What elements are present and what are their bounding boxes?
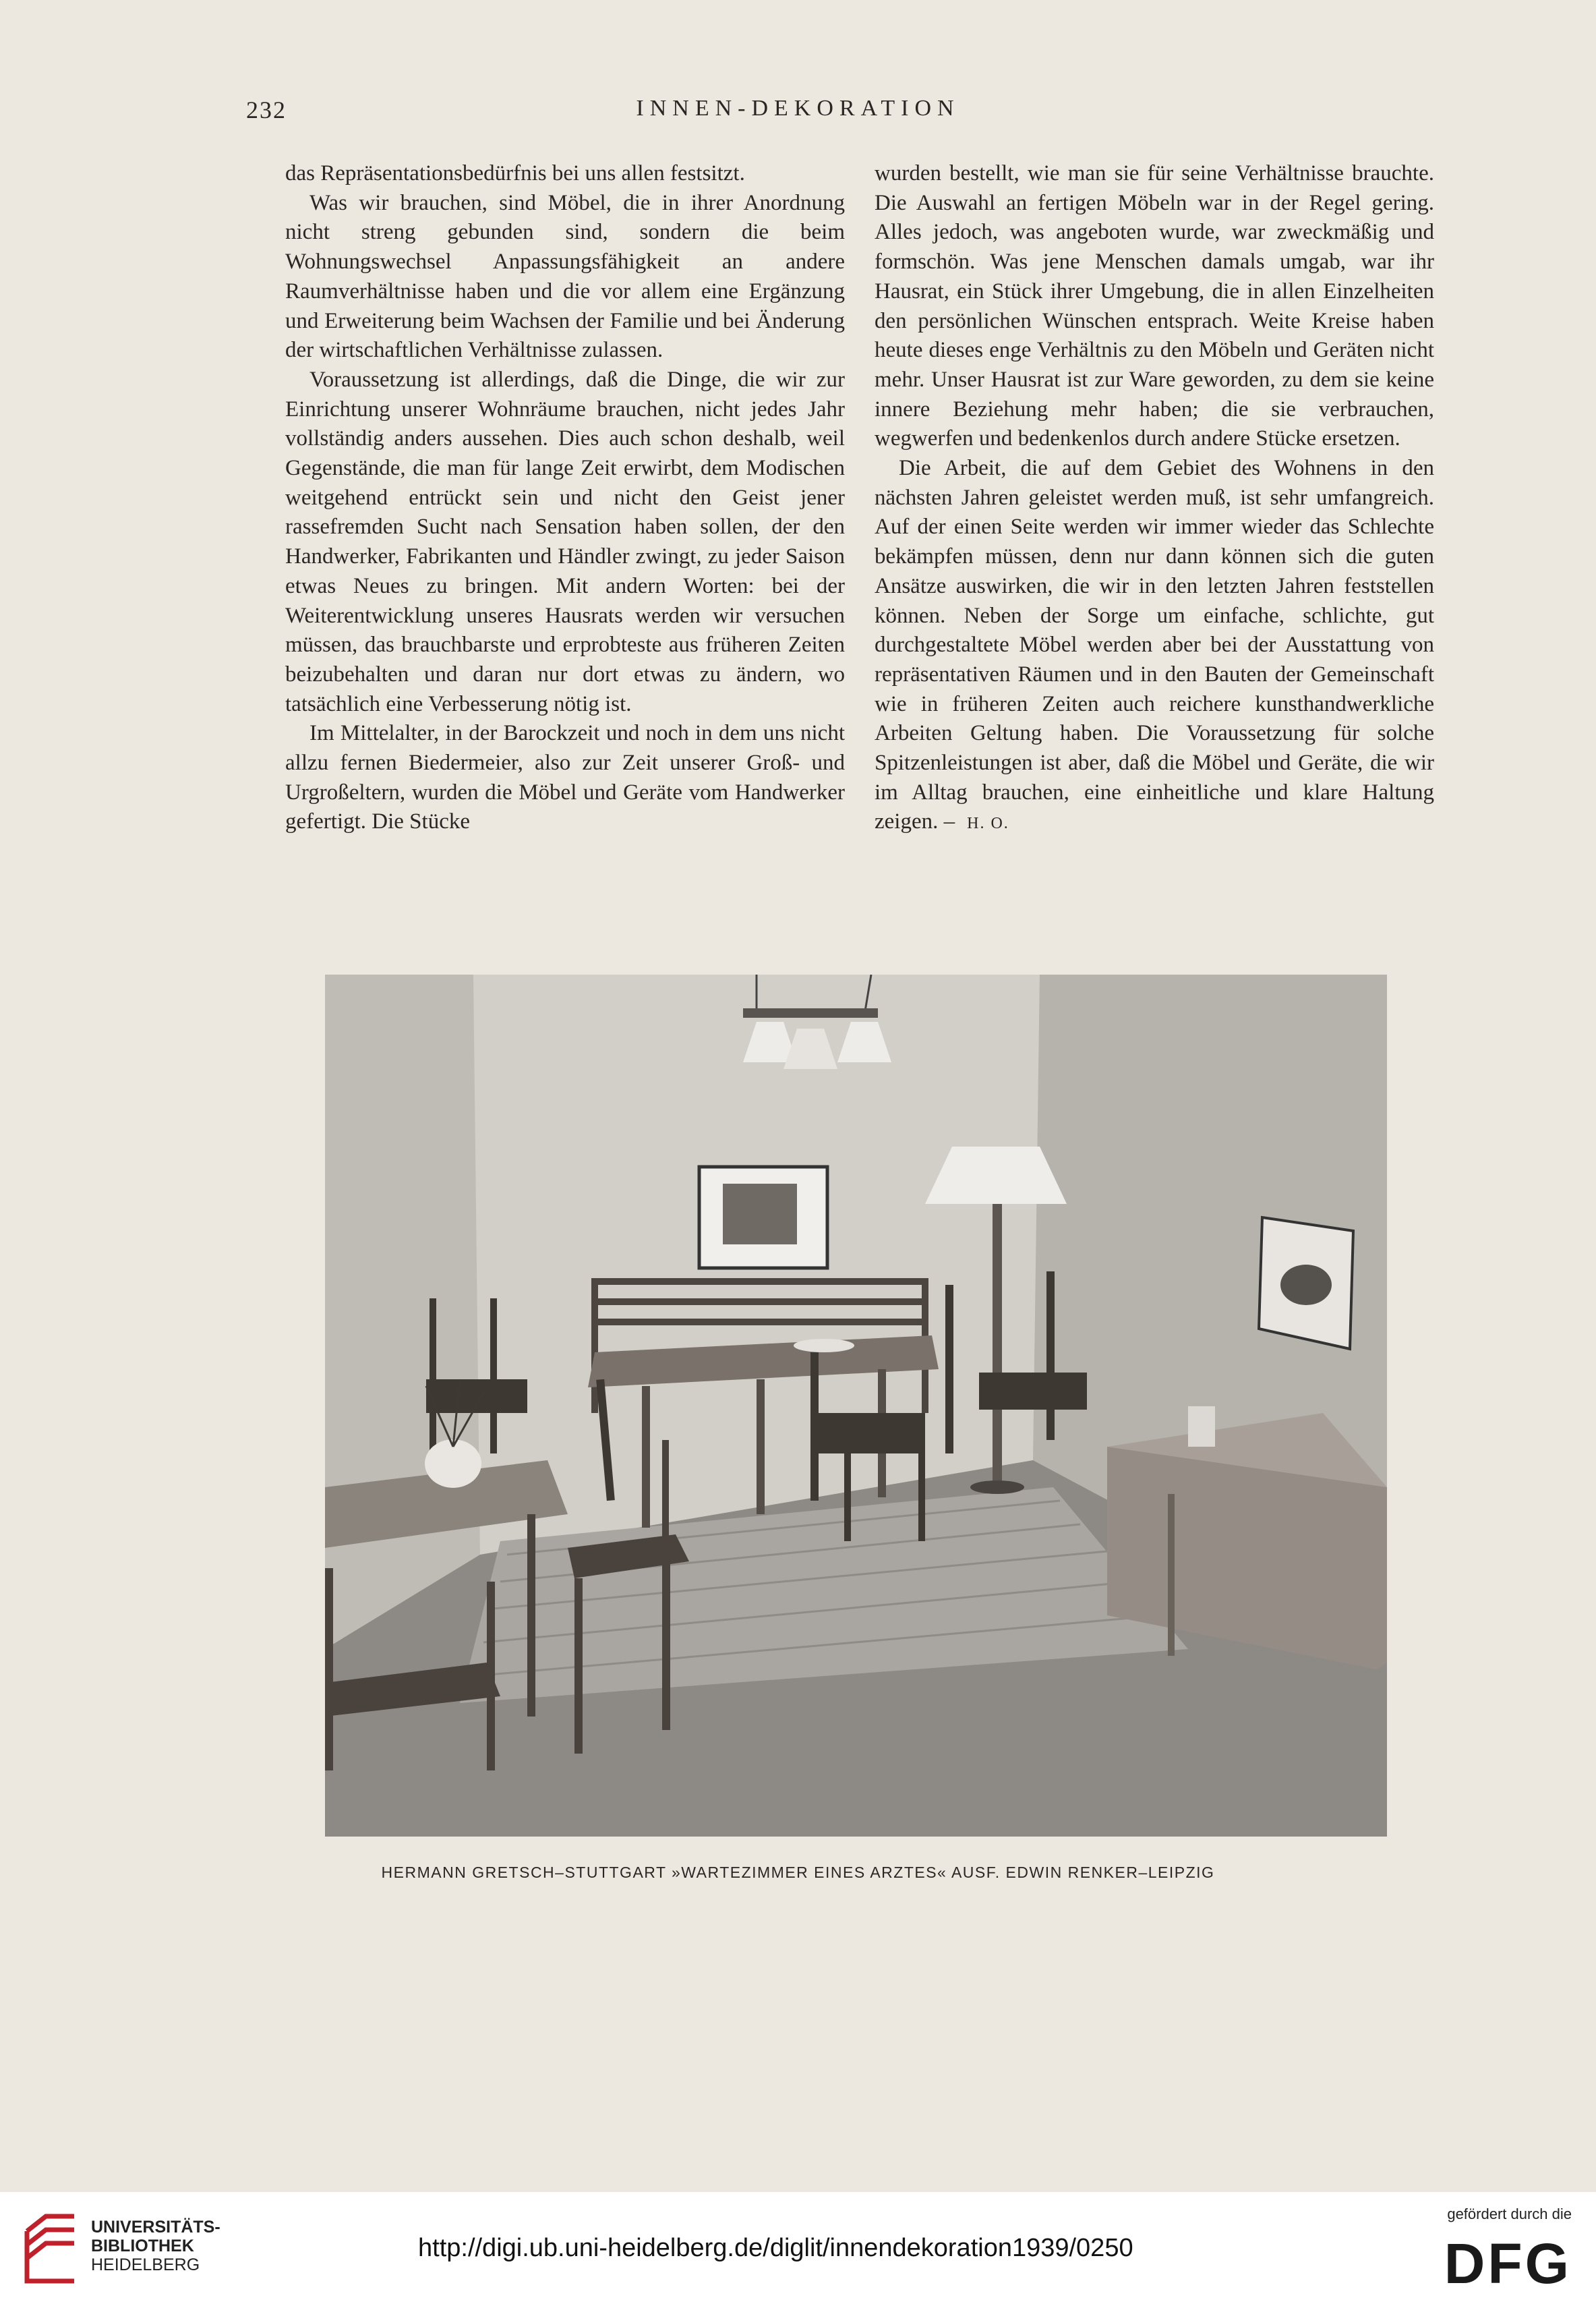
paragraph: Im Mittelalter, in der Barockzeit und noch in dem uns nicht allzu fernen Biedermeier, also zur Zeit unserer Groß- und Urgroßeltern, wurden die Möbel und Geräte vom Handwerker gefertigt. Die Stücke (285, 721, 845, 834)
photo-caption: HERMANN GRETSCH–STUTTGART »WARTEZIMMER EINES ARZTES« AUSF. EDWIN RENKER–LEIPZIG (381, 1864, 1215, 1881)
library-name-line: BIBLIOTHEK (91, 2237, 194, 2255)
paragraph: das Repräsentationsbedürfnis bei uns allen festsitzt. (285, 161, 745, 185)
journal-title: INNEN-DEKORATION (636, 96, 960, 121)
library-name-line: UNIVERSITÄTS- (91, 2218, 220, 2237)
paragraph: wurden bestellt, wie man sie für seine Verhältnisse brauchte. Die Auswahl an fertigen Möbeln war in der Regel gering. Alles jedoch, was angeboten wurde, war zweckmäßig und formschön. Was jene Menschen damals umgab, war ihr Hausrat, ein Stück ihrer Umgebung, die in allen Einzelheiten den persönlichen Wünschen entsprach. Weite Kreise haben heute dieses enge Verhältnis zu den Möbeln und Geräten nicht mehr. Unser Hausrat ist zur Ware geworden, zu dem sie keine innere Beziehung mehr haben; die sie verbrauchen, wegwerfen und bedenkenlos durch andere Stücke ersetzen. (875, 161, 1434, 451)
running-head (246, 96, 1350, 129)
library-logo-icon (19, 2211, 81, 2285)
paragraph: Was wir brauchen, sind Möbel, die in ihrer Anordnung nicht streng gebunden sind, sondern die beim Wohnungswechsel Anpassungsfähigkeit an andere Raumverhältnisse haben und die vor allem eine Ergänzung und Erweiterung beim Wachsen der Familie und bei Änderung der wirtschaftlichen Verhältnisse zulassen. (285, 190, 845, 363)
page-number: 232 (246, 96, 287, 123)
library-name-line: HEIDELBERG (91, 2255, 200, 2274)
digitization-footer (0, 2192, 1596, 2306)
right-column (875, 159, 1434, 839)
left-column (285, 159, 845, 837)
author-signature: H. O. (967, 815, 1009, 833)
paragraph: Voraussetzung ist allerdings, daß die Dinge, die wir zur Einrichtung unserer Wohnräume brauchen, nicht jedes Jahr vollständig anders aussehen. Dies auch schon deshalb, weil Gegenstände, die man für lange Zeit erwirbt, dem Modischen weitgehend entrückt sein und nicht den Geist jener rassefremden Sucht nach Sensation haben sollen, der den Handwerker, Fabrikanten und Händler zwingt, zu jeder Saison etwas Neues zu bringen. Mit andern Worten: bei der Weiterentwicklung unseres Hausrats werden wir versuchen müssen, das brauchbarste und erprobteste aus früheren Zeiten beizubehalten und daran nur dort etwas zu ändern, wo tatsächlich eine Verbesserung nötig ist. (285, 367, 845, 716)
funded-by-label: gefördert durch die (1447, 2206, 1572, 2222)
dfg-logo: DFG (1444, 2232, 1572, 2295)
permalink-url[interactable]: http://digi.ub.uni-heidelberg.de/diglit/innendekoration1939/0250 (418, 2234, 1133, 2262)
interior-photograph (325, 975, 1387, 1837)
paragraph (875, 454, 1434, 839)
library-name (91, 2218, 220, 2274)
paragraph-text: Die Arbeit, die auf dem Gebiet des Wohnens in den nächsten Jahren geleistet werden muß, ist sehr umfangreich. Auf der einen Seite werden wir immer wieder das Schlechte bekämpfen müssen, denn nur dann können sich die guten Ansätze auswirken, die wir in den letzten Jahren feststellen können. Neben der Sorge um einfache, schlichte, gut durchgestaltete Möbel werden aber bei der Ausstattung von repräsentativen Räumen und in den Bauten der Gemeinschaft wie in früheren Zeiten auch reichere kunsthandwerkliche Arbeiten Geltung haben. Die Voraussetzung für solche Spitzenleistungen ist aber, daß die Möbel und Geräte, die wir im Alltag brauchen, eine einheitliche und klare Haltung zeigen. – (875, 456, 1434, 834)
